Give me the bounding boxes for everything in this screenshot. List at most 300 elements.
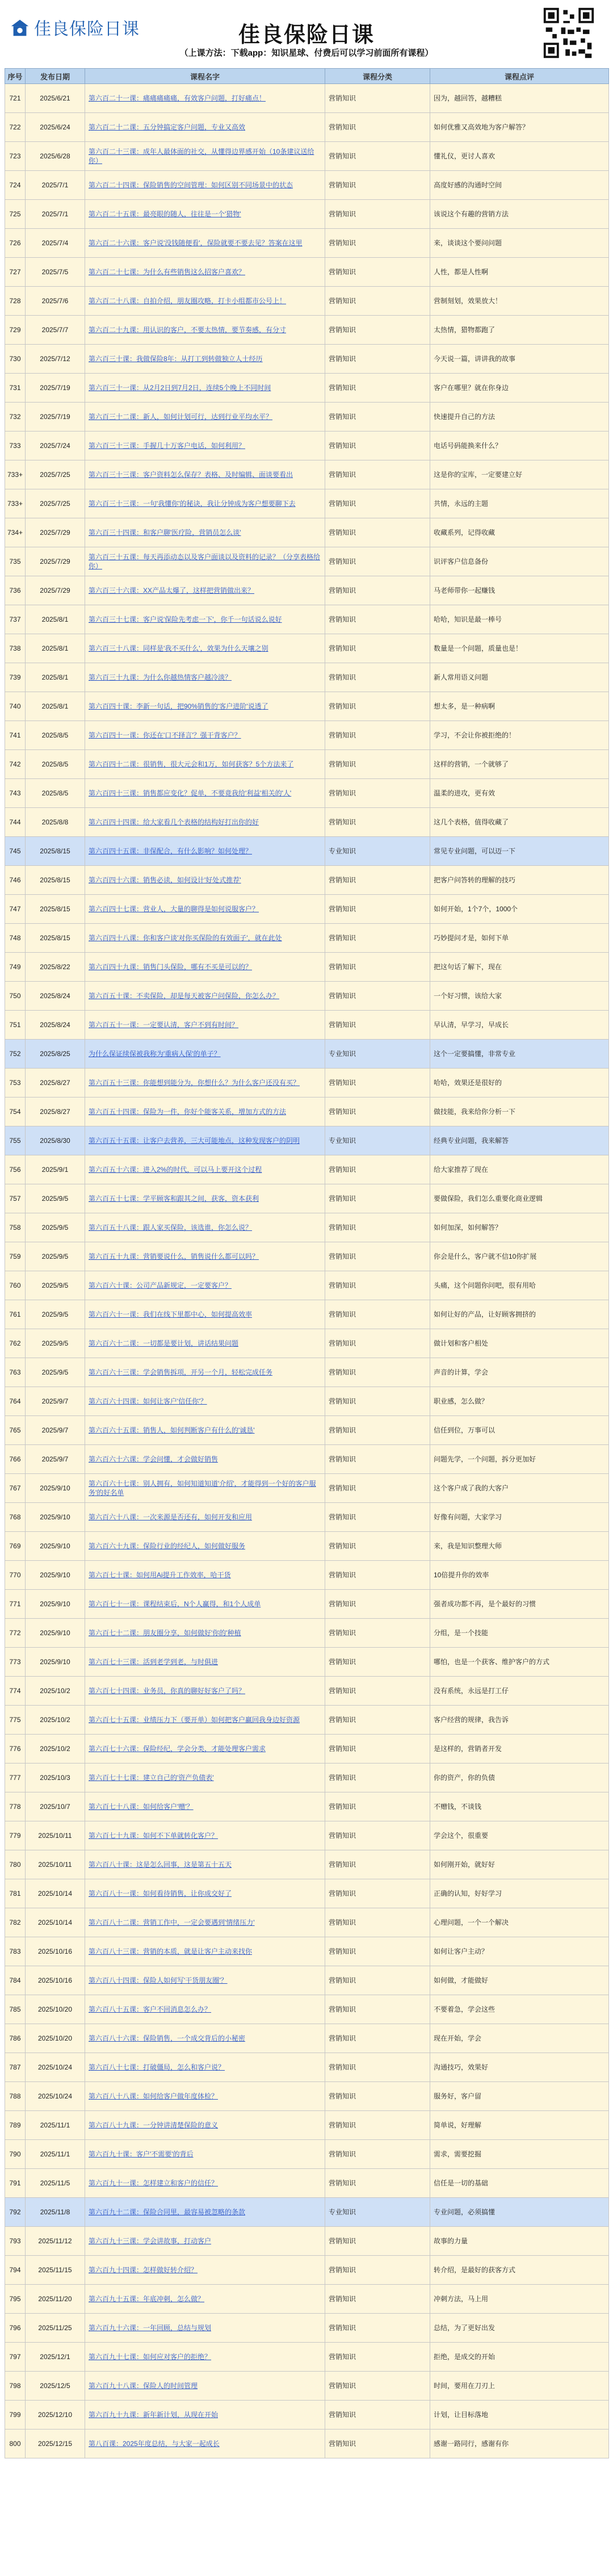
row-date: 2025/10/2 [26,1677,85,1706]
row-course-link[interactable] [85,2024,325,2053]
row-date: 2025/7/29 [26,547,85,576]
row-number: 750 [5,982,26,1011]
row-course-link[interactable] [85,1937,325,1966]
course-link-text[interactable]: 第六百六十课：公司产品新规定，一定要客户？ [89,1281,232,1289]
course-link-text[interactable]: 第六百二十五课：最亮眼的随人，往往是一个'猎物' [89,210,241,218]
row-number: 725 [5,200,26,229]
course-link-text[interactable]: 第六百七十六课：保险经纪，学会分类，才能处理客户需求 [89,1745,266,1753]
row-date: 2025/9/7 [26,1387,85,1416]
course-link-text[interactable]: 第六百五十八课：跟人家买保险，该选谁，你怎么说？ [89,1224,253,1232]
row-course-link[interactable] [85,345,325,374]
table-row [5,2430,609,2458]
row-date: 2025/12/10 [26,2401,85,2430]
row-date: 2025/7/5 [26,258,85,287]
row-course-link[interactable] [85,518,325,547]
row-course-link[interactable] [85,460,325,489]
row-category: 营销知识 [325,2227,430,2256]
row-course-link[interactable] [85,374,325,403]
row-review: 简单说，好理解 [430,2111,609,2140]
row-date: 2025/8/24 [26,1011,85,1040]
course-link-text[interactable]: 第六百五十六课：进入2%的时代，可以马上要开这个过程 [89,1166,262,1174]
table-row [5,1966,609,1995]
row-number: 752 [5,1040,26,1069]
table-row [5,1069,609,1098]
row-course-link[interactable] [85,1995,325,2024]
row-course-link[interactable] [85,808,325,837]
row-number: 799 [5,2401,26,2430]
row-category: 营销知识 [325,316,430,345]
table-row [5,2024,609,2053]
course-link-text[interactable]: 第六百七十九课：如何不下单就转化客户？ [89,1832,219,1840]
table-row [5,1184,609,1213]
row-date: 2025/7/1 [26,171,85,200]
row-date: 2025/8/27 [26,1098,85,1126]
course-link-text[interactable]: 第六百八十四课：保险人如何写'干货朋友圈'？ [89,1976,228,1984]
row-number: 734+ [5,518,26,547]
course-link-text[interactable]: 第六百九十课：客户'不需要'的背后 [89,2150,194,2158]
row-number: 783 [5,1937,26,1966]
row-course-link[interactable] [85,1879,325,1908]
row-course-link[interactable] [85,142,325,171]
row-review: 如何开始，1个7个，1000个 [430,895,609,924]
course-link-text[interactable]: 第六百四十七课：营业人，大量的聊得是如何说服客户？ [89,905,259,913]
row-review: 如何刚开始，就好好 [430,1850,609,1879]
row-course-link[interactable] [85,1358,325,1387]
row-number: 780 [5,1850,26,1879]
table-row [5,982,609,1011]
row-number: 771 [5,1590,26,1619]
row-course-link[interactable] [85,2111,325,2140]
table-row [5,2227,609,2256]
row-review: 做计划和客户相处 [430,1329,609,1358]
row-course-link[interactable] [85,2082,325,2111]
row-course-link[interactable] [85,1561,325,1590]
course-link-text[interactable]: 第六百七十课：如何用Ai提升工作效率，哈干货 [89,1571,231,1579]
row-course-link[interactable] [85,634,325,663]
row-course-link[interactable] [85,171,325,200]
course-link-text[interactable]: 第六百六十七课：别人拥有，如何知道知道'介绍'，才能得到一个好的客户服务'的好名单 [89,1480,316,1497]
course-link-text[interactable]: 第六百五十三课：你能想到能分为，你想什么？为什么客户还没有买？ [89,1079,300,1087]
course-link-text[interactable]: 第六百三十八课：同样是'我不买什么'，效果为什么天壤之别 [89,644,268,652]
course-link-text[interactable]: 第六百二十一课：痛痛痛痛痛，有效客户问题，打好痛点！ [89,94,266,102]
row-number: 727 [5,258,26,287]
row-course-link[interactable] [85,605,325,634]
row-course-link[interactable] [85,1126,325,1155]
row-course-link[interactable] [85,1677,325,1706]
course-link-text[interactable]: 第六百七十五课：业绩压力下（要开单）如何把客户赢回我身边好资源 [89,1716,300,1724]
row-course-link[interactable] [85,982,325,1011]
row-number: 763 [5,1358,26,1387]
row-course-link[interactable] [85,1387,325,1416]
row-review: 如何优雅又高效地为客户解答？ [430,113,609,142]
course-link-text[interactable]: 第六百六十四课：如何让客户'信任你'？ [89,1397,207,1405]
table-row [5,1908,609,1937]
row-course-link[interactable] [85,489,325,518]
course-link-text[interactable]: 第六百二十六课：客户说'没钱随便看'，保险就要不要去见？答案在这里 [89,239,303,247]
row-review: 要做保险，我们怎么重要化商业逻辑 [430,1184,609,1213]
course-link-text[interactable]: 第六百八十课：这是怎么回事，这是第五十五天 [89,1861,232,1869]
row-number: 790 [5,2140,26,2169]
table-row [5,1040,609,1069]
row-number: 770 [5,1561,26,1590]
row-course-link[interactable] [85,895,325,924]
row-category: 营销知识 [325,258,430,287]
course-link-text[interactable]: 第六百四十一课：你还在'口不择言'？强干背客户？ [89,731,241,739]
row-date: 2025/8/1 [26,634,85,663]
row-course-link[interactable] [85,1416,325,1445]
row-category: 营销知识 [325,779,430,808]
row-course-link[interactable] [85,113,325,142]
row-course-link[interactable] [85,316,325,345]
course-link-text[interactable]: 第六百二十二课：五分钟搞定客户问题，专业又高效 [89,123,246,131]
row-course-link[interactable] [85,576,325,605]
course-link-text[interactable]: 第六百九十三课：学会讲故事，打动客户 [89,2237,212,2245]
course-link-text[interactable]: 第六百二十九课：用认识的客户，不要太热情，要节奏感，有分寸 [89,326,287,334]
row-course-link[interactable] [85,403,325,432]
row-category: 营销知识 [325,2140,430,2169]
row-course-link[interactable] [85,2372,325,2401]
course-link-text[interactable]: 第六百九十七课：如何应对客户的拒绝？ [89,2353,212,2361]
course-link-text[interactable]: 第六百七十三课：活到老学到老，与时俱进 [89,1658,219,1666]
row-number: 736 [5,576,26,605]
row-course-link[interactable] [85,2430,325,2458]
course-link-text[interactable]: 第六百二十七课：为什么有些销售这么招客户喜欢？ [89,268,246,276]
row-date: 2025/11/1 [26,2111,85,2140]
row-date: 2025/8/1 [26,663,85,692]
row-date: 2025/7/6 [26,287,85,316]
row-course-link[interactable] [85,1040,325,1069]
course-link-text[interactable]: 第六百七十一课：课程结束后，N个人赢得，和1个人成单 [89,1600,261,1608]
row-course-link[interactable] [85,1069,325,1098]
table-row [5,1850,609,1879]
row-course-link[interactable] [85,1764,325,1792]
row-course-link[interactable] [85,1242,325,1271]
table-row [5,2372,609,2401]
course-link-text[interactable]: 第六百三十三课：手握几十万客户电话，如何利用？ [89,442,246,450]
row-course-link[interactable] [85,837,325,866]
table-row [5,345,609,374]
course-link-text[interactable]: 第六百五十五课：让客户去营养，三大可能地点，这种发现客户的阴明 [89,1137,300,1145]
table-row [5,1619,609,1648]
row-course-link[interactable] [85,2140,325,2169]
course-link-text[interactable]: 第六百三十五课：每天再添动态以及客户面谈以及资料的记录？（分享表格给你） [89,553,321,570]
row-course-link[interactable] [85,1184,325,1213]
course-link-text[interactable]: 第六百五十课：不卖保险，却是每天被客户问保险，你怎么办？ [89,992,280,1000]
row-number: 733+ [5,489,26,518]
row-course-link[interactable] [85,1850,325,1879]
row-course-link[interactable] [85,953,325,982]
row-review: 来，我是知识整理大师 [430,1532,609,1561]
row-review: 客户在哪里？就在你身边 [430,374,609,403]
course-link-text[interactable]: 第六百六十八课：一次来源是否还有，如何开发和应用 [89,1513,253,1521]
row-course-link[interactable] [85,2256,325,2285]
qr-code-icon [541,6,596,60]
row-course-link[interactable] [85,2227,325,2256]
row-number: 782 [5,1908,26,1937]
course-link-text[interactable]: 第六百三十二课：新人，如何计划可行，达到行业平均水平？ [89,413,273,421]
course-link-text[interactable]: 第六百三十四课：和客户聊'医疗险，营销员怎么谈' [89,529,241,537]
row-number: 764 [5,1387,26,1416]
row-review: 把这句话了解下，现在 [430,953,609,982]
row-category: 营销知识 [325,1271,430,1300]
row-review: 早认清，早学习，早成长 [430,1011,609,1040]
course-link-text[interactable]: 第六百七十四课：业务员，你真的聊好好客户了吗？ [89,1687,246,1695]
row-number: 745 [5,837,26,866]
table-row [5,1445,609,1474]
course-link-text[interactable]: 第六百八十五课：客户不回消息怎么办？ [89,2005,212,2013]
table-row [5,518,609,547]
row-review: 今天说一篇，讲讲我的故事 [430,345,609,374]
course-link-text[interactable]: 第六百三十三课：客户资料怎么保存？表格、及时编辑、面谈要看出 [89,471,293,479]
row-review: 营制刻划，效果放大！ [430,287,609,316]
row-date: 2025/9/5 [26,1271,85,1300]
row-date: 2025/8/1 [26,605,85,634]
row-course-link[interactable] [85,1098,325,1126]
course-link-text[interactable]: 第八百课：2025年度总结，与大家一起成长 [89,2440,220,2448]
row-course-link[interactable] [85,779,325,808]
row-number: 798 [5,2372,26,2401]
row-date: 2025/10/20 [26,2024,85,2053]
row-date: 2025/9/10 [26,1532,85,1561]
row-date: 2025/11/20 [26,2285,85,2314]
row-date: 2025/9/10 [26,1590,85,1619]
row-course-link[interactable] [85,2169,325,2198]
course-link-text[interactable]: 第六百三十一课：从2月2日到7月2日，连续5个晚上不同时间 [89,384,271,392]
course-link-text[interactable]: 第六百四十五课：非保配合，有什么影响？如何处理？ [89,847,253,855]
course-link-text[interactable]: 第六百四十九课：销售门头保险，哪有不买是可以的？ [89,963,253,971]
row-category: 营销知识 [325,895,430,924]
course-link-text[interactable]: 第六百二十三课：成年人最体面的社交，从懂得边界感开始（10条建议送给你） [89,148,314,165]
row-course-link[interactable] [85,750,325,779]
course-link-text[interactable]: 第六百七十二课：朋友圈分享，如何做好'你的'种植 [89,1629,241,1637]
row-date: 2025/9/10 [26,1619,85,1648]
course-link-text[interactable]: 第六百八十一课：如何看待销售，让你成交好了 [89,1890,232,1898]
course-link-text[interactable]: 第六百九十四课：怎样做好转介绍？ [89,2266,198,2274]
row-review: 想太多，是一种病啊 [430,692,609,721]
row-category: 营销知识 [325,1184,430,1213]
row-course-link[interactable] [85,1271,325,1300]
row-review: 数量是一个问题，质量也是！ [430,634,609,663]
course-link-text[interactable]: 第六百八十六课：保险销售，一个成交背后的小秘密 [89,2034,246,2042]
course-link-text[interactable]: 第六百五十一课：一定要认清，客户不到有时间？ [89,1021,239,1029]
table-row [5,663,609,692]
row-course-link[interactable] [85,1213,325,1242]
row-course-link[interactable] [85,287,325,316]
row-number: 784 [5,1966,26,1995]
course-link-text[interactable]: 第六百八十九课：一分钟讲清楚保险的意义 [89,2121,219,2129]
row-category: 营销知识 [325,142,430,171]
row-course-link[interactable] [85,663,325,692]
row-date: 2025/8/25 [26,1040,85,1069]
row-review: 计划，让目标落地 [430,2401,609,2430]
course-link-text[interactable]: 第六百六十六课：学会问懂，才会做好销售 [89,1455,219,1463]
course-link-text[interactable]: 第六百八十七课：打破僵局，怎么和客户说？ [89,2063,225,2071]
course-link-text[interactable]: 第六百四十二课：很销售，很大元会和1万，如何获客？5个方法来了 [89,760,294,768]
row-category: 营销知识 [325,982,430,1011]
row-number: 776 [5,1735,26,1764]
course-link-text[interactable]: 为什么保证续保被我称为'重病人保'的单子？ [89,1050,221,1058]
table-row [5,229,609,258]
row-review: 不赠钱，不谈钱 [430,1792,609,1821]
row-category: 营销知识 [325,924,430,953]
row-review: 因为，越回答，越糟糕 [430,84,609,113]
row-course-link[interactable] [85,547,325,576]
row-review: 马老师带你一起赚钱 [430,576,609,605]
course-link-text[interactable]: 第六百九十六课：一年回顾，总结与规划 [89,2324,212,2332]
row-category: 营销知识 [325,171,430,200]
row-course-link[interactable] [85,2285,325,2314]
course-link-text[interactable]: 第六百九十一课：怎样建立和客户的信任？ [89,2179,219,2187]
row-course-link[interactable] [85,1011,325,1040]
table-row [5,1677,609,1706]
row-course-link[interactable] [85,1155,325,1184]
row-course-link[interactable] [85,1821,325,1850]
table-row [5,1242,609,1271]
row-review: 一个好习惯，该给大家 [430,982,609,1011]
row-number: 743 [5,779,26,808]
row-course-link[interactable] [85,258,325,287]
table-row [5,953,609,982]
course-link-text[interactable]: 第六百五十九课：营销要说什么，销售说什么都可以吗？ [89,1253,259,1260]
course-link-text[interactable]: 第六百八十八课：如何给客户做年度体检？ [89,2092,219,2100]
row-review: 时间，要用在刀刃上 [430,2372,609,2401]
table-row [5,1387,609,1416]
row-review: 故事的力量 [430,2227,609,2256]
row-review: 人性，都是人性啊 [430,258,609,287]
course-link-text[interactable]: 第六百四十三课：销售都应变化？促单，不要竟我给'利益'相关的'人' [89,789,292,797]
row-course-link[interactable] [85,692,325,721]
course-link-text[interactable]: 第六百八十二课：营销工作中，一定会要遇到'情绪压力' [89,1919,255,1926]
row-date: 2025/7/19 [26,374,85,403]
row-course-link[interactable] [85,1474,325,1503]
course-link-text[interactable]: 第六百四十八课：你和客户谈'对你买保险的有效面子'，就在此处 [89,934,282,942]
row-category: 营销知识 [325,721,430,750]
course-link-text[interactable]: 第六百三十六课：XX产品太爆了，这样把营销做出来？ [89,587,255,594]
course-link-text[interactable]: 第六百六十五课：销售人，如何判断客户有什么的'诚恳' [89,1426,255,1434]
table-row [5,2401,609,2430]
row-course-link[interactable] [85,2314,325,2343]
course-link-text[interactable]: 第六百六十九课：保险行业的经纪人，如何做好服务 [89,1542,246,1550]
row-course-link[interactable] [85,1445,325,1474]
row-category: 营销知识 [325,2256,430,2285]
course-link-text[interactable]: 第六百三十课：我做保险8年：从打工到转做独立人士经历 [89,355,263,363]
course-link-text[interactable]: 第六百九十八课：保险人的时间管理 [89,2382,198,2390]
row-category: 营销知识 [325,229,430,258]
row-category: 营销知识 [325,432,430,460]
course-link-text[interactable]: 第六百四十四课：给大家看几个表格的结构好打出你的好 [89,818,259,826]
row-review: 沟通技巧，效果好 [430,2053,609,2082]
course-link-text[interactable]: 第六百六十一课：我们在线下里都中心，如何提高效率 [89,1310,253,1318]
course-link-text[interactable]: 第六百三十三课：一句'我懂你'的秘诀，我让分钟成为客户想要聊下去 [89,500,296,508]
row-course-link[interactable] [85,432,325,460]
course-link-text[interactable]: 第六百六十二课：一切都是要计划，讲话结果问题 [89,1339,239,1347]
row-date: 2025/12/15 [26,2430,85,2458]
table-row [5,2343,609,2372]
row-course-link[interactable] [85,2198,325,2227]
table-row [5,837,609,866]
row-review: 经典专业问题，我来解答 [430,1126,609,1155]
row-course-link[interactable] [85,229,325,258]
row-number: 788 [5,2082,26,2111]
row-date: 2025/10/11 [26,1821,85,1850]
table-body [5,84,609,2458]
row-course-link[interactable] [85,2401,325,2430]
row-number: 735 [5,547,26,576]
row-course-link[interactable] [85,84,325,113]
row-date: 2025/8/15 [26,924,85,953]
row-course-link[interactable] [85,1735,325,1764]
row-course-link[interactable] [85,1329,325,1358]
course-link-text[interactable]: 第六百四十六课：销售必读，如何设计'好处式推荐' [89,876,241,884]
row-category: 营销知识 [325,866,430,895]
row-review: 学习，不会让你被拒绝的！ [430,721,609,750]
row-course-link[interactable] [85,2343,325,2372]
row-course-link[interactable] [85,1532,325,1561]
table-row [5,1532,609,1561]
row-date: 2025/11/1 [26,2140,85,2169]
row-number: 732 [5,403,26,432]
row-course-link[interactable] [85,924,325,953]
table-row [5,1474,609,1503]
course-link-text[interactable]: 第六百八十三课：营销的本质，就是让客户主动来找你 [89,1947,253,1955]
course-link-text[interactable]: 第六百七十八课：如何给客户'赠'？ [89,1803,194,1811]
table-row [5,1358,609,1387]
course-link-text[interactable]: 第六百九十九课：新年新计划，从现在开始 [89,2411,219,2419]
table-row [5,1155,609,1184]
course-link-text[interactable]: 第六百五十七课：学平顾客和跟其之间，获客，资本获利 [89,1195,259,1203]
table-row [5,2314,609,2343]
row-date: 2025/10/3 [26,1764,85,1792]
course-link-text[interactable]: 第六百五十四课：保险为一件，你好个能客关系，增加方式的方法 [89,1108,287,1116]
row-course-link[interactable] [85,866,325,895]
row-course-link[interactable] [85,2053,325,2082]
row-category: 营销知识 [325,1098,430,1126]
row-date: 2025/6/24 [26,113,85,142]
course-link-text[interactable]: 第六百三十九课：为什么你越热情客户越冷淡？ [89,673,232,681]
row-review: 头痛，这个问题你问吧，很有用哈 [430,1271,609,1300]
row-course-link[interactable] [85,721,325,750]
row-course-link[interactable] [85,1908,325,1937]
course-link-text[interactable]: 第六百二十八课：自拍介绍，朋友圈攻略，打卡小组都市公号上！ [89,297,287,305]
row-review: 感谢一路同行，感谢有你 [430,2430,609,2458]
row-category: 营销知识 [325,1445,430,1474]
course-link-text[interactable]: 第六百九十二课：保险合同里，最容易被忽略的条款 [89,2208,246,2216]
table-row [5,489,609,518]
row-course-link[interactable] [85,1648,325,1677]
row-course-link[interactable] [85,1590,325,1619]
row-course-link[interactable] [85,1706,325,1735]
row-course-link[interactable] [85,1966,325,1995]
course-link-text[interactable]: 第六百四十课：李新一句话，把90%销售的'客户进阶'说透了 [89,702,268,710]
course-link-text[interactable]: 第六百七十七课：建立自己的'资产负债表' [89,1774,214,1782]
row-review: 是这样的，营销者开发 [430,1735,609,1764]
row-review: 总结，为了更好出发 [430,2314,609,2343]
row-date: 2025/8/5 [26,779,85,808]
course-link-text[interactable]: 第六百六十三课：学会销售拆项，开另一个月，轻松完成任务 [89,1368,273,1376]
row-course-link[interactable] [85,1792,325,1821]
row-date: 2025/10/24 [26,2082,85,2111]
row-review: 冲刺方法，马上用 [430,2285,609,2314]
course-link-text[interactable]: 第六百二十四课：保险销售的空间管理：如何区别不同场景中的状态 [89,181,293,189]
course-link-text[interactable]: 第六百九十五课：年底冲刺，怎么做？ [89,2295,205,2303]
row-number: 746 [5,866,26,895]
row-course-link[interactable] [85,1619,325,1648]
row-course-link[interactable] [85,200,325,229]
row-course-link[interactable] [85,1503,325,1532]
row-category: 营销知识 [325,547,430,576]
course-link-text[interactable]: 第六百三十七课：客户说'保险先考虑一下'，你千一句话说么说好 [89,615,282,623]
row-course-link[interactable] [85,1300,325,1329]
